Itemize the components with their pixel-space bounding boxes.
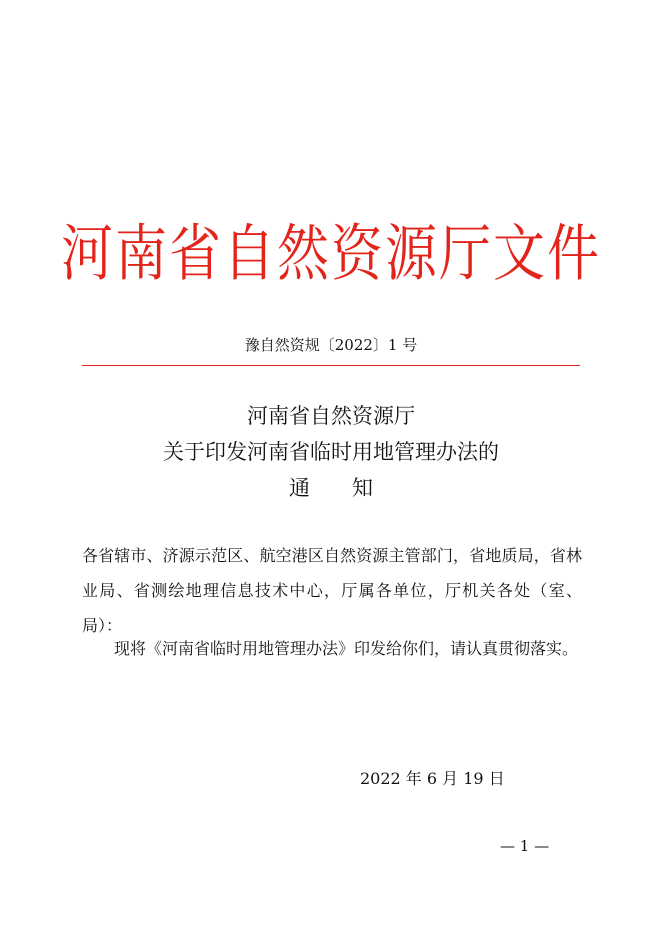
title-line-notice	[0, 470, 662, 506]
title-line-subject: 关于印发河南省临时用地管理办法的	[163, 440, 499, 464]
red-divider-line	[82, 365, 580, 366]
page-number: — 1 —	[500, 837, 550, 855]
document-date: 2022 年 6 月 19 日	[360, 769, 505, 788]
title-line-issuer: 河南省自然资源厅	[247, 404, 415, 428]
document-header-title: 河南省自然资源厅文件	[60, 219, 601, 290]
document-number: 豫自然资规〔2022〕1 号	[244, 336, 418, 354]
notice-word: 通知	[289, 476, 415, 500]
notice-title	[0, 398, 662, 506]
recipients-paragraph: 各省辖市、济源示范区、航空港区自然资源主管部门，省地质局，省林业局、省测绘地理信息技术中心，厅属各单位，厅机关各处（室、局）：	[82, 546, 582, 635]
body-paragraph: 现将《河南省临时用地管理办法》印发给你们，请认真贯彻落实。	[114, 639, 579, 658]
